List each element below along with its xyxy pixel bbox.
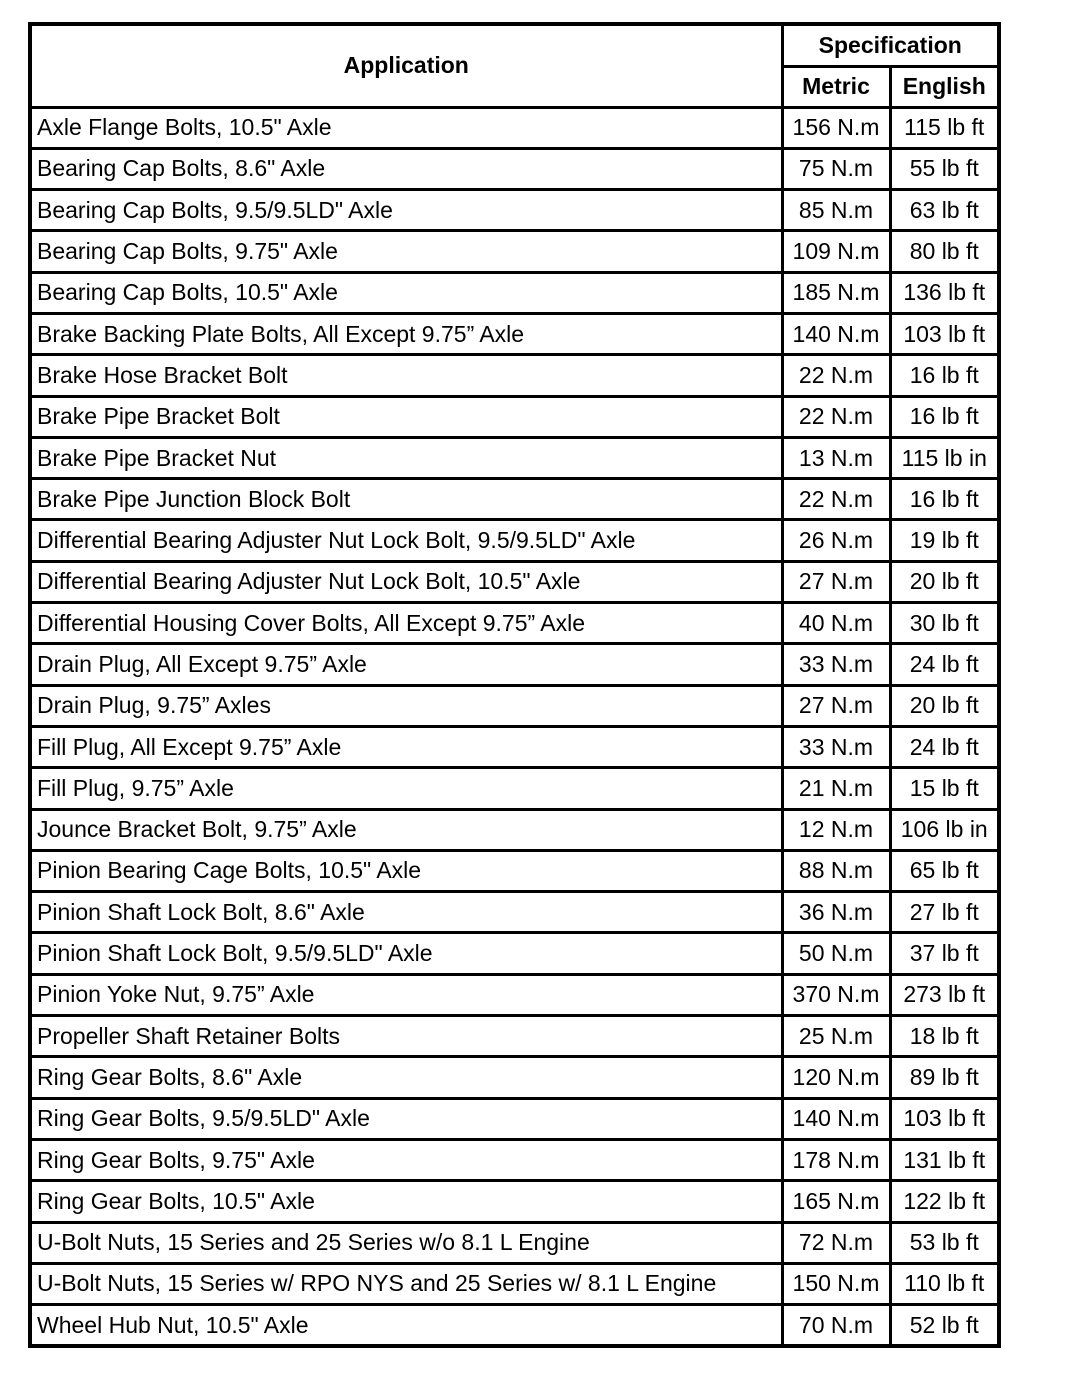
table-row bbox=[30, 1016, 999, 1057]
metric-cell: 72 N.m bbox=[782, 1222, 890, 1263]
metric-cell: 165 N.m bbox=[782, 1181, 890, 1222]
metric-cell: 88 N.m bbox=[782, 850, 890, 891]
table-row bbox=[30, 644, 999, 685]
table-row bbox=[30, 1098, 999, 1139]
application-cell: Propeller Shaft Retainer Bolts bbox=[30, 1016, 782, 1057]
metric-cell: 150 N.m bbox=[782, 1263, 890, 1304]
english-cell: 273 lb ft bbox=[890, 974, 999, 1015]
table-row bbox=[30, 933, 999, 974]
table-row bbox=[30, 1263, 999, 1304]
english-cell: 37 lb ft bbox=[890, 933, 999, 974]
metric-cell: 140 N.m bbox=[782, 313, 890, 354]
english-cell: 16 lb ft bbox=[890, 355, 999, 396]
application-cell: Ring Gear Bolts, 8.6" Axle bbox=[30, 1057, 782, 1098]
table-row bbox=[30, 396, 999, 437]
metric-cell: 22 N.m bbox=[782, 396, 890, 437]
application-cell: Pinion Yoke Nut, 9.75” Axle bbox=[30, 974, 782, 1015]
metric-cell: 40 N.m bbox=[782, 603, 890, 644]
english-cell: 103 lb ft bbox=[890, 313, 999, 354]
english-cell: 30 lb ft bbox=[890, 603, 999, 644]
application-cell: Axle Flange Bolts, 10.5" Axle bbox=[30, 107, 782, 148]
application-cell: Differential Bearing Adjuster Nut Lock Bolt, 9.5/9.5LD" Axle bbox=[30, 520, 782, 561]
application-cell: Brake Pipe Bracket Nut bbox=[30, 437, 782, 478]
metric-cell: 109 N.m bbox=[782, 231, 890, 272]
metric-cell: 25 N.m bbox=[782, 1016, 890, 1057]
application-cell: Pinion Bearing Cage Bolts, 10.5" Axle bbox=[30, 850, 782, 891]
english-header: English bbox=[890, 66, 999, 107]
english-cell: 24 lb ft bbox=[890, 644, 999, 685]
application-cell: Brake Hose Bracket Bolt bbox=[30, 355, 782, 396]
header-row-top bbox=[30, 24, 999, 66]
metric-cell: 50 N.m bbox=[782, 933, 890, 974]
metric-cell: 156 N.m bbox=[782, 107, 890, 148]
english-cell: 52 lb ft bbox=[890, 1305, 999, 1346]
table-row bbox=[30, 231, 999, 272]
application-cell: Ring Gear Bolts, 9.5/9.5LD" Axle bbox=[30, 1098, 782, 1139]
english-cell: 18 lb ft bbox=[890, 1016, 999, 1057]
metric-header: Metric bbox=[782, 66, 890, 107]
table-row bbox=[30, 1222, 999, 1263]
english-cell: 27 lb ft bbox=[890, 892, 999, 933]
metric-cell: 13 N.m bbox=[782, 437, 890, 478]
application-cell: Differential Bearing Adjuster Nut Lock Bolt, 10.5" Axle bbox=[30, 561, 782, 602]
metric-cell: 22 N.m bbox=[782, 479, 890, 520]
english-cell: 115 lb ft bbox=[890, 107, 999, 148]
table-header bbox=[30, 24, 999, 107]
application-cell: U-Bolt Nuts, 15 Series w/ RPO NYS and 25 Series w/ 8.1 L Engine bbox=[30, 1263, 782, 1304]
table-row bbox=[30, 107, 999, 148]
metric-cell: 75 N.m bbox=[782, 148, 890, 189]
metric-cell: 27 N.m bbox=[782, 685, 890, 726]
application-cell: Brake Backing Plate Bolts, All Except 9.75” Axle bbox=[30, 313, 782, 354]
table-row bbox=[30, 479, 999, 520]
table-row bbox=[30, 148, 999, 189]
application-cell: Bearing Cap Bolts, 8.6" Axle bbox=[30, 148, 782, 189]
table-row bbox=[30, 685, 999, 726]
metric-cell: 370 N.m bbox=[782, 974, 890, 1015]
application-cell: Wheel Hub Nut, 10.5" Axle bbox=[30, 1305, 782, 1346]
english-cell: 106 lb in bbox=[890, 809, 999, 850]
metric-cell: 33 N.m bbox=[782, 726, 890, 767]
torque-spec-table bbox=[28, 22, 1001, 1348]
table-row bbox=[30, 1139, 999, 1180]
metric-cell: 22 N.m bbox=[782, 355, 890, 396]
table-row bbox=[30, 809, 999, 850]
metric-cell: 140 N.m bbox=[782, 1098, 890, 1139]
english-cell: 24 lb ft bbox=[890, 726, 999, 767]
table-row bbox=[30, 561, 999, 602]
table-row bbox=[30, 1057, 999, 1098]
table-row bbox=[30, 190, 999, 231]
application-cell: U-Bolt Nuts, 15 Series and 25 Series w/o 8.1 L Engine bbox=[30, 1222, 782, 1263]
specification-header: Specification bbox=[782, 24, 999, 66]
application-cell: Fill Plug, All Except 9.75” Axle bbox=[30, 726, 782, 767]
english-cell: 16 lb ft bbox=[890, 479, 999, 520]
table-row bbox=[30, 768, 999, 809]
metric-cell: 33 N.m bbox=[782, 644, 890, 685]
table-row bbox=[30, 1181, 999, 1222]
application-cell: Pinion Shaft Lock Bolt, 9.5/9.5LD" Axle bbox=[30, 933, 782, 974]
english-cell: 20 lb ft bbox=[890, 685, 999, 726]
application-header: Application bbox=[30, 24, 782, 107]
table-row bbox=[30, 437, 999, 478]
english-cell: 53 lb ft bbox=[890, 1222, 999, 1263]
table-row bbox=[30, 850, 999, 891]
english-cell: 115 lb in bbox=[890, 437, 999, 478]
english-cell: 55 lb ft bbox=[890, 148, 999, 189]
english-cell: 15 lb ft bbox=[890, 768, 999, 809]
application-cell: Bearing Cap Bolts, 9.5/9.5LD" Axle bbox=[30, 190, 782, 231]
application-cell: Drain Plug, All Except 9.75” Axle bbox=[30, 644, 782, 685]
english-cell: 16 lb ft bbox=[890, 396, 999, 437]
application-cell: Jounce Bracket Bolt, 9.75” Axle bbox=[30, 809, 782, 850]
application-cell: Bearing Cap Bolts, 10.5" Axle bbox=[30, 272, 782, 313]
application-cell: Bearing Cap Bolts, 9.75" Axle bbox=[30, 231, 782, 272]
table-row bbox=[30, 603, 999, 644]
table-row bbox=[30, 974, 999, 1015]
table-row bbox=[30, 355, 999, 396]
metric-cell: 36 N.m bbox=[782, 892, 890, 933]
application-cell: Brake Pipe Junction Block Bolt bbox=[30, 479, 782, 520]
metric-cell: 26 N.m bbox=[782, 520, 890, 561]
english-cell: 19 lb ft bbox=[890, 520, 999, 561]
table-row bbox=[30, 1305, 999, 1346]
table-body bbox=[30, 107, 999, 1346]
metric-cell: 85 N.m bbox=[782, 190, 890, 231]
application-cell: Fill Plug, 9.75” Axle bbox=[30, 768, 782, 809]
metric-cell: 12 N.m bbox=[782, 809, 890, 850]
metric-cell: 70 N.m bbox=[782, 1305, 890, 1346]
metric-cell: 27 N.m bbox=[782, 561, 890, 602]
table-row bbox=[30, 272, 999, 313]
metric-cell: 185 N.m bbox=[782, 272, 890, 313]
english-cell: 65 lb ft bbox=[890, 850, 999, 891]
application-cell: Brake Pipe Bracket Bolt bbox=[30, 396, 782, 437]
english-cell: 110 lb ft bbox=[890, 1263, 999, 1304]
english-cell: 136 lb ft bbox=[890, 272, 999, 313]
table-row bbox=[30, 313, 999, 354]
english-cell: 103 lb ft bbox=[890, 1098, 999, 1139]
application-cell: Ring Gear Bolts, 9.75" Axle bbox=[30, 1139, 782, 1180]
english-cell: 20 lb ft bbox=[890, 561, 999, 602]
english-cell: 63 lb ft bbox=[890, 190, 999, 231]
table-row bbox=[30, 520, 999, 561]
table-row bbox=[30, 892, 999, 933]
english-cell: 131 lb ft bbox=[890, 1139, 999, 1180]
table-row bbox=[30, 726, 999, 767]
application-cell: Pinion Shaft Lock Bolt, 8.6" Axle bbox=[30, 892, 782, 933]
metric-cell: 21 N.m bbox=[782, 768, 890, 809]
english-cell: 80 lb ft bbox=[890, 231, 999, 272]
application-cell: Ring Gear Bolts, 10.5" Axle bbox=[30, 1181, 782, 1222]
english-cell: 89 lb ft bbox=[890, 1057, 999, 1098]
metric-cell: 178 N.m bbox=[782, 1139, 890, 1180]
application-cell: Differential Housing Cover Bolts, All Except 9.75” Axle bbox=[30, 603, 782, 644]
application-cell: Drain Plug, 9.75” Axles bbox=[30, 685, 782, 726]
metric-cell: 120 N.m bbox=[782, 1057, 890, 1098]
english-cell: 122 lb ft bbox=[890, 1181, 999, 1222]
